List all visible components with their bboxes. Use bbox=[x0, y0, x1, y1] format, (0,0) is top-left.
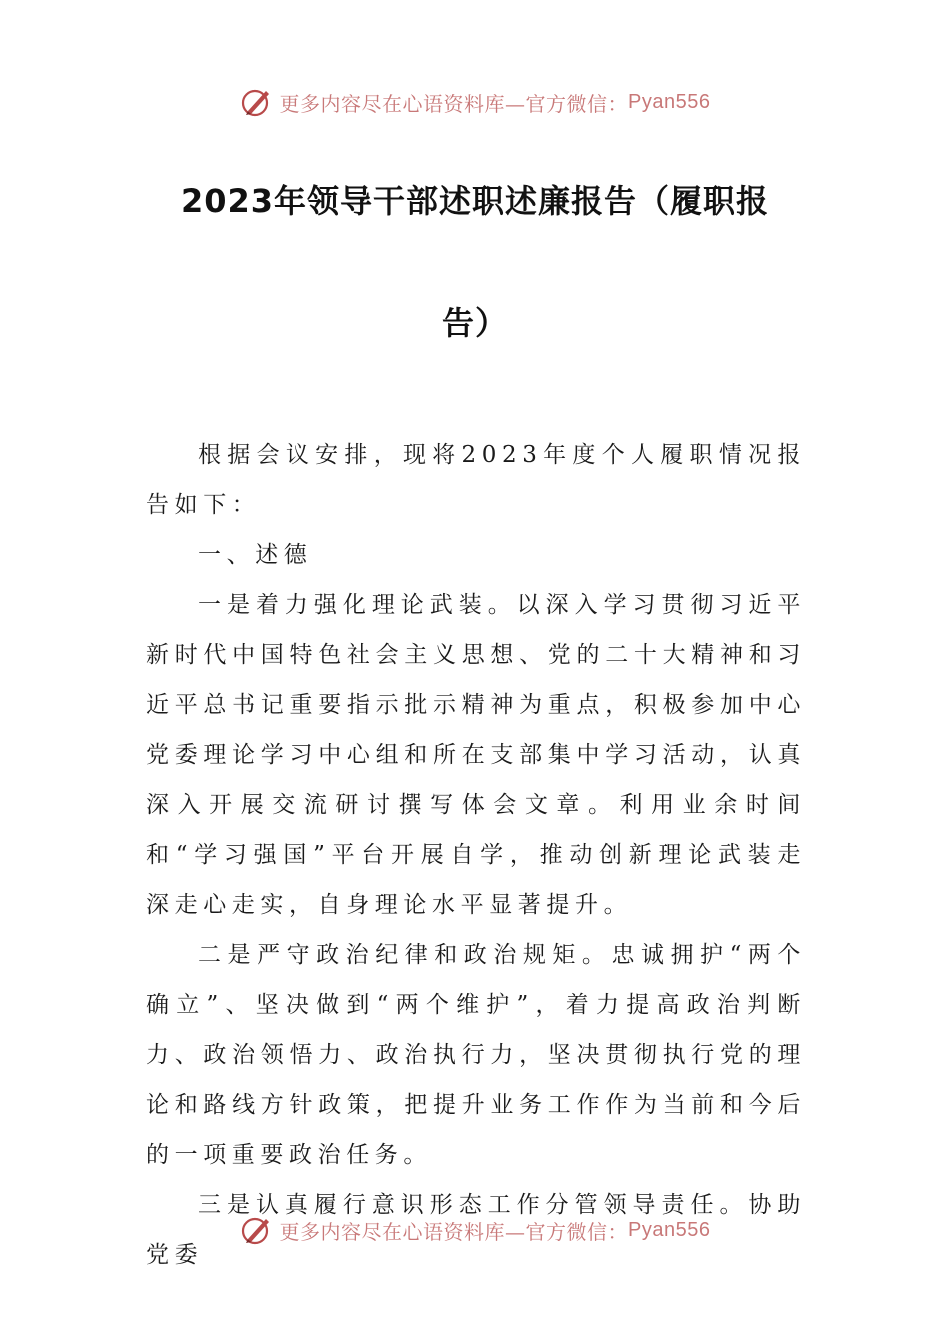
document-title-line2: 告） bbox=[441, 304, 508, 342]
header-watermark-banner bbox=[0, 80, 950, 124]
document-title-line1: 2023年领导干部述职述廉报告（履职报 bbox=[180, 182, 770, 220]
banner-wechat-id: Pyan556 bbox=[628, 90, 711, 113]
banner-text: 更多内容尽在心语资料库—官方微信： bbox=[279, 91, 629, 116]
body-paragraph: 三是认真履行意识形态工作分管领导责任。协助党委 bbox=[146, 1192, 806, 1268]
section-heading: 一、述德 bbox=[198, 542, 313, 568]
pen-circle-logo-icon bbox=[240, 85, 274, 119]
body-paragraph: 二是严守政治纪律和政治规矩。忠诚拥护“两个确立”、坚决做到“两个维护”，着力提高政治判断力、政治领悟力、政治执行力，坚决贯彻执行党的理论和路线方针政策，把提升业务工作作为当前和今后的一项重要政治任务。 bbox=[146, 942, 806, 1168]
footer-watermark-banner bbox=[0, 1208, 950, 1252]
body-paragraph: 一是着力强化理论武装。以深入学习贯彻习近平新时代中国特色社会主义思想、党的二十大精神和习近平总书记重要指示批示精神为重点，积极参加中心党委理论学习中心组和所在支部集中学习活动，认真深入开展交流研讨撰写体会文章。利用业余时间和“学习强国”平台开展自学，推动创新理论武装走深走心走实，自身理论水平显著提升。 bbox=[146, 592, 806, 918]
intro-paragraph: 根据会议安排，现将2023年度个人履职情况报告如下： bbox=[146, 442, 806, 518]
pen-circle-logo-icon bbox=[240, 1213, 274, 1247]
banner-text: 更多内容尽在心语资料库—官方微信： bbox=[279, 1219, 629, 1244]
document-body bbox=[146, 430, 806, 1280]
banner-wechat-id: Pyan556 bbox=[628, 1218, 711, 1241]
